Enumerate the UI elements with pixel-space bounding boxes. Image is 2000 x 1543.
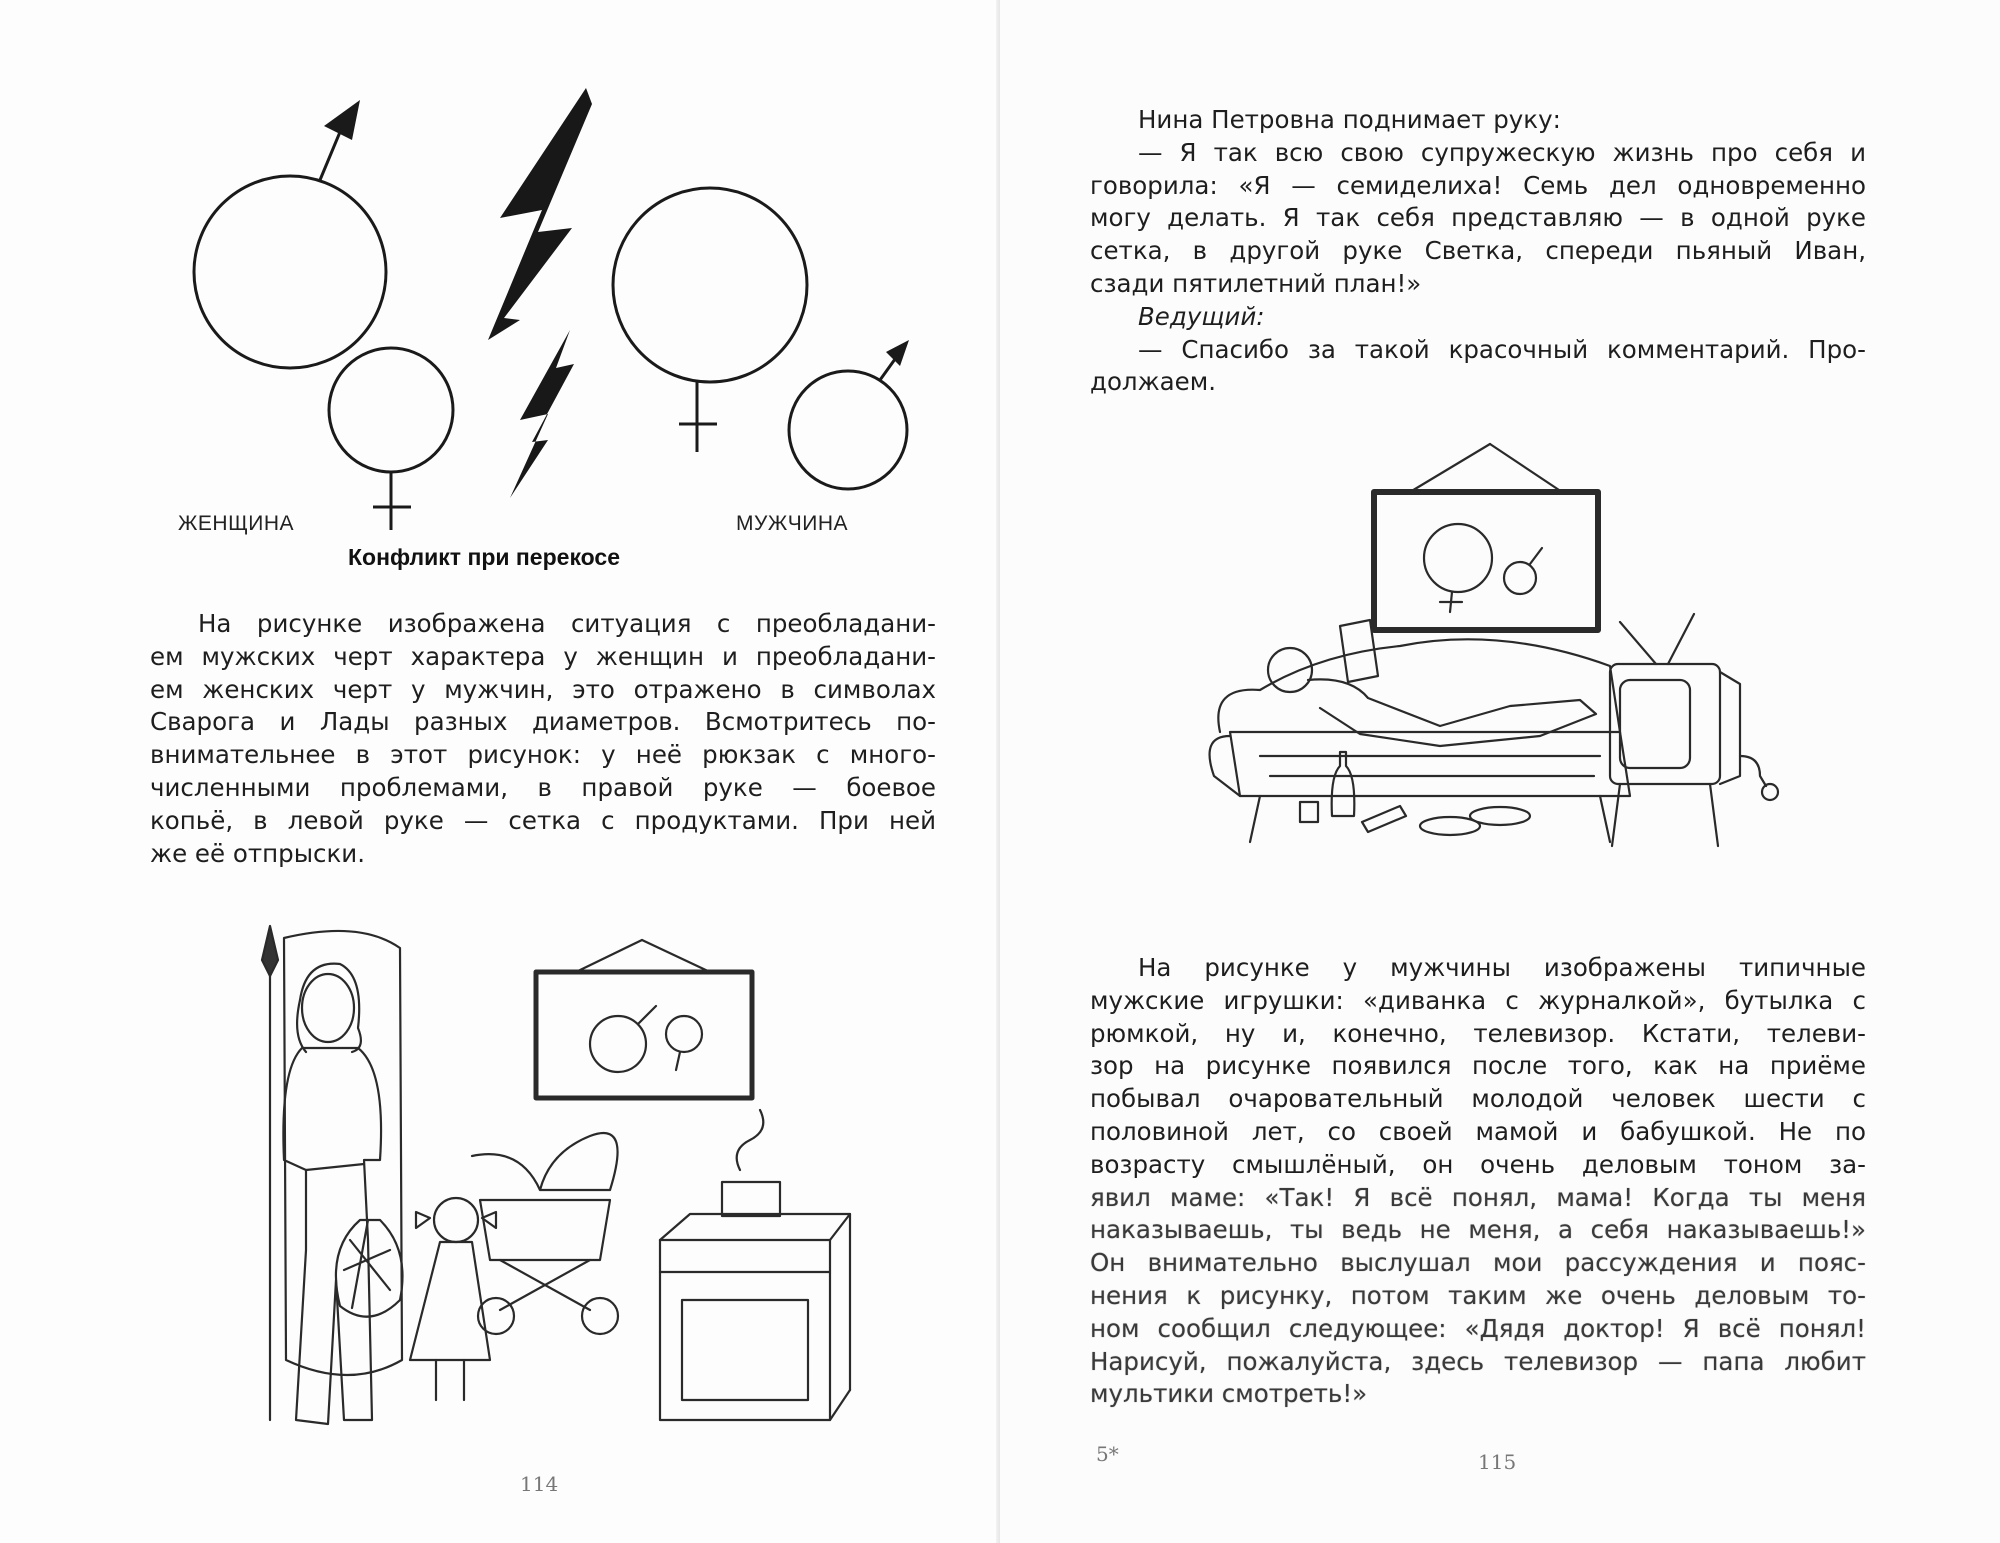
child-head — [434, 1198, 478, 1242]
pot — [722, 1182, 780, 1216]
magazine — [1340, 620, 1378, 682]
bottle — [1332, 752, 1355, 816]
paragraph-line: половиной лет, со своей мамой и бабушкой. Не по — [1090, 1116, 1866, 1146]
dialogue-block — [1090, 104, 1866, 399]
slipper — [1470, 807, 1530, 825]
paragraph-line: Нарисуй, пожалуйста, здесь телевизор — папа любит — [1090, 1346, 1866, 1376]
paragraph-line: рюмкой, ну и, конечно, телевизор. Кстати, телеви- — [1090, 1018, 1866, 1048]
child-dress — [410, 1242, 490, 1360]
paragraph-line: мужские игрушки: «диванка с журналкой», бутылка с — [1090, 985, 1866, 1015]
arrow-icon-right — [886, 340, 909, 366]
paragraph-line: На рисунке у мужчины изображены типичные — [1138, 953, 1866, 982]
arrow-icon-left — [324, 100, 360, 140]
figure-conflict-symbols — [0, 0, 1000, 560]
paragraph-line: же её отпрыски. — [150, 838, 366, 868]
paragraph-line: внимательнее в этот рисунок: у неё рюкзак с много- — [150, 740, 936, 770]
right-paragraph — [1090, 952, 1866, 1411]
paragraph-line: копьё, в левой руке — сетка с продуктами. При ней — [150, 805, 936, 835]
paragraph-line: ном сообщил следующее: «Дядя доктор! Я всё понял! — [1090, 1313, 1866, 1343]
paragraph-line: Он внимательно выслушал мои рассуждения и пояс- — [1090, 1248, 1866, 1278]
paragraph-line: На рисунке изображена ситуация с преобладани- — [198, 609, 936, 638]
dialogue-line: говорила: «Я — семиделиха! Семь дел одновременно — [1090, 170, 1866, 200]
signature-mark: 5* — [1096, 1442, 1119, 1466]
dialogue-line: — Спасибо за такой красочный комментарий. Про- — [1138, 334, 1866, 364]
paragraph-line: численными проблемами, в правой руке — боевое — [150, 772, 936, 802]
woman-body — [283, 1048, 381, 1424]
figure-caption: Конфликт при перекосе — [348, 544, 620, 570]
paragraph-line: Сварога и Лады разных диаметров. Всмотритесь по- — [150, 707, 936, 737]
symbols-drawing — [0, 0, 1000, 560]
paragraph-line: мультики смотреть!» — [1090, 1379, 1368, 1409]
page-number-left: 114 — [520, 1472, 559, 1496]
paragraph-line: явил маме: «Так! Я всё понял, мама! Когда ты меня — [1090, 1182, 1866, 1212]
paragraph-line: ем женских черт у мужчин, это отражено в символах — [150, 674, 936, 704]
dialogue-line: — Я так всю свою супружескую жизнь про себя и — [1138, 137, 1866, 167]
tv-set — [1610, 664, 1720, 784]
large-circle-right — [613, 188, 807, 382]
dialogue-line: сзади пятилетний план!» — [1090, 268, 1422, 298]
speaker-label: Ведущий: — [1138, 301, 1265, 331]
wall-picture-frame — [1374, 492, 1598, 630]
man-body — [1308, 679, 1596, 746]
faded-text — [1090, 1182, 1866, 1412]
man-drawing — [1200, 436, 1820, 916]
stroller — [472, 1133, 618, 1190]
right-page — [1000, 0, 2000, 1543]
paragraph-line: побывал очаровательный молодой человек шести с — [1090, 1084, 1866, 1114]
label-woman: ЖЕНЩИНА — [178, 512, 295, 535]
small-circle-woman — [329, 348, 453, 472]
dialogue-line: сетка, в другой руке Светка, спереди пьяный Иван, — [1090, 236, 1866, 266]
lightning-bolt-icon — [488, 88, 592, 340]
paragraph-line: возрасту смышлёный, он очень деловым тоном за- — [1090, 1149, 1866, 1179]
figure-man-illustration — [1200, 436, 1820, 916]
large-circle-left — [194, 176, 386, 368]
paragraph-line: нения к рисунку, потом таким же очень деловым то- — [1090, 1280, 1866, 1310]
label-man: МУЖЧИНА — [736, 512, 848, 535]
page-number-right: 115 — [1478, 1450, 1517, 1474]
dialogue-line: могу делать. Я так себя представляю — в одной руке — [1090, 203, 1866, 233]
dialogue-line: должаем. — [1090, 367, 1217, 397]
glass — [1300, 802, 1318, 822]
dialogue-line: Нина Петровна поднимает руку: — [1138, 105, 1561, 134]
left-paragraph — [150, 608, 936, 870]
woman-drawing — [240, 920, 860, 1440]
lightning-bolt-small-icon — [510, 330, 574, 498]
paragraph-line: зор на рисунке появился после того, как на приёме — [1090, 1051, 1866, 1081]
woman-head — [302, 974, 354, 1042]
stove — [660, 1240, 830, 1420]
figure-woman-illustration — [240, 920, 860, 1440]
fallen-bottle — [1362, 806, 1406, 832]
paragraph-line: наказываешь, ты ведь не меня, а себя наказываешь!» — [1090, 1215, 1866, 1245]
paragraph-line: ем мужских черт характера у женщин и преобладани- — [150, 641, 936, 671]
small-circle-man — [789, 371, 907, 489]
man-head — [1268, 648, 1312, 692]
